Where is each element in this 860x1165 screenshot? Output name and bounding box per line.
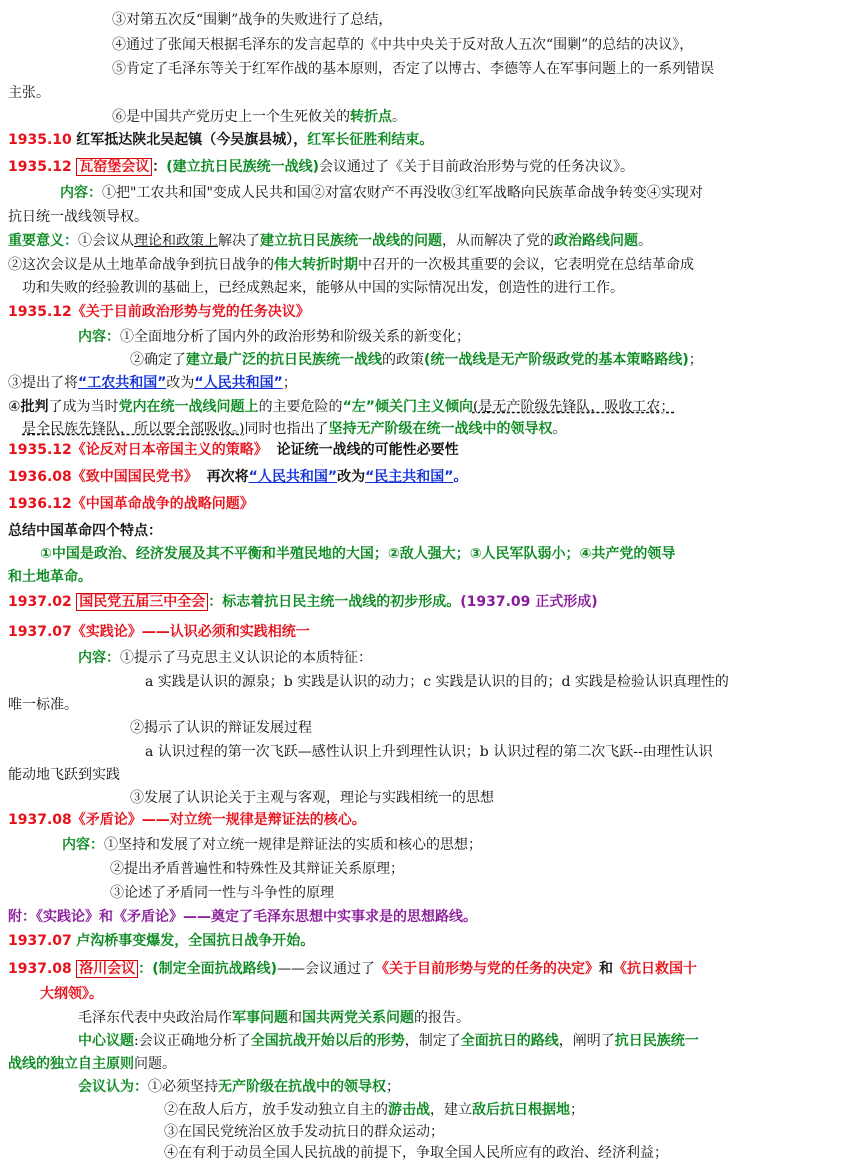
resolution-content-4: ④批判了成为当时党内在统一战线问题上的主要危险的“左”倾关门主义倾向(是无产阶级先锋队，吸收工农； (8, 399, 675, 415)
zunyi-item-3: ③对第五次反“围剿”战争的失败进行了总结， (112, 12, 393, 28)
practice-content-1: 内容：①提示了马克思主义认识论的本质特征： (78, 650, 372, 666)
event-1937-07-lugou: 1937.07 卢沟桥事变爆发，全国抗日战争开始。 (8, 933, 315, 949)
event-1935-12-wayaobao: 1935.12 瓦窑堡会议 ：(建立抗日民族统一战线)会议通过了《关于目前政治形势与党的任务决议》。 (8, 159, 635, 175)
wayaobao-significance-1: 重要意义：①会议从理论和政策上解决了建立抗日民族统一战线的问题，从而解决了党的政治路线问题。 (8, 233, 652, 249)
event-1937-08-luochuan: 1937.08 洛川会议 ：(制定全面抗战路线)——会议通过了《关于目前形势与党的任务的决定》和《抗日救国十 (8, 961, 698, 977)
luochuan-view-3: ③在国民党统治区放手发动抗日的群众运动； (164, 1124, 444, 1140)
resolution-content-2: ②确定了建立最广泛的抗日民族统一战线的政策(统一战线是无产阶级政党的基本策略路线)； (130, 352, 703, 368)
zunyi-item-6: ⑥是中国共产党历史上一个生死攸关的转折点。 (112, 109, 406, 125)
meeting-name: 瓦窑堡会议 (76, 158, 152, 176)
event-date: 1937.08 (8, 812, 72, 828)
appendix-note: 附：《实践论》和《矛盾论》——奠定了毛泽东思想中实事求是的思想路线。 (8, 909, 477, 925)
event-date: 1935.12 (8, 159, 72, 175)
contradiction-content-2: ②提出矛盾普遍性和特殊性及其辩证关系原理； (110, 861, 404, 877)
features-heading: 总结中国革命四个特点： (8, 523, 162, 539)
resolution-content-3: ③提出了将“工农共和国”改为“人民共和国”； (8, 375, 297, 391)
features-line-1: ①中国是政治、经济发展及其不平衡和半殖民地的大国；②敌人强大；③人民军队弱小；④共产党的领导 (40, 546, 676, 562)
event-1936-12: 1936.12《中国革命战争的战略问题》 (8, 496, 254, 512)
practice-content-1b: 唯一标准。 (8, 697, 78, 713)
wayaobao-significance-2: ②这次会议是从土地革命战争到抗日战争的伟大转折时期中召开的一次极其重要的会议，它表明党在总结革命成 (8, 257, 694, 273)
contradiction-content-1: 内容：①坚持和发展了对立统一规律是辩证法的实质和核心的思想； (62, 837, 482, 853)
wayaobao-content-cont: 抗日统一战线领导权。 (8, 209, 148, 225)
zunyi-item-4: ④通过了张闻天根据毛泽东的发言起草的《中共中央关于反对敌人五次“围剿”的总结的决议》， (112, 37, 694, 53)
contradiction-content-3: ③论述了矛盾同一性与斗争性的原理 (110, 885, 334, 901)
resolution-content-1: 内容：①全面地分析了国内外的政治形势和阶级关系的新变化； (78, 329, 470, 345)
luochuan-report: 毛泽东代表中央政治局作军事问题和国共两党关系问题的报告。 (78, 1010, 470, 1026)
wayaobao-significance-2-cont: 功和失败的经验教训的基础上，已经成熟起来，能够从中国的实际情况出发，创造性的进行工作。 (22, 280, 624, 296)
event-date: 1936.12 (8, 496, 72, 512)
event-1937-07-practice: 1937.07《实践论》——认识必须和实践相统一 (8, 624, 310, 640)
event-1937-02: 1937.02 国民党五届三中全会 ：标志着抗日民主统一战线的初步形成。(1937.09 正式形成) (8, 594, 598, 610)
zunyi-item-5: ⑤肯定了毛泽东等关于红军作战的基本原则，否定了以博古、李德等人在军事问题上的一系列错误 (112, 61, 714, 77)
event-date: 1935.10 (8, 132, 72, 148)
event-date: 1936.08 (8, 469, 72, 485)
features-line-2: 和土地革命。 (8, 569, 92, 585)
luochuan-view-4: ④在有利于动员全国人民抗战的前提下，争取全国人民所应有的政治、经济利益； (164, 1145, 668, 1161)
event-date: 1937.07 (8, 933, 72, 949)
luochuan-view-2: ②在敌人后方，放手发动独立自主的游击战，建立敌后抗日根据地； (164, 1102, 584, 1118)
event-1936-08: 1936.08《致中国国民党书》 再次将“人民共和国”改为“民主共和国”。 (8, 469, 468, 485)
practice-content-2: ②揭示了认识的辩证发展过程 (130, 720, 312, 736)
luochuan-central-topic-cont: 战线的独立自主原则问题。 (8, 1056, 176, 1072)
practice-content-2a: a 认识过程的第一次飞跃—感性认识上升到理性认识；b 认识过程的第二次飞跃--由理性认识 (145, 744, 713, 760)
meeting-name: 洛川会议 (76, 960, 138, 978)
event-date: 1937.08 (8, 961, 72, 977)
event-1935-10: 1935.10 红军抵达陕北吴起镇（今吴旗县城），红军长征胜利结束。 (8, 132, 434, 148)
meeting-name: 国民党五届三中全会 (76, 593, 208, 611)
event-date: 1935.12 (8, 304, 72, 320)
event-date: 1937.02 (8, 594, 72, 610)
event-date: 1937.07 (8, 624, 72, 640)
luochuan-central-topic: 中心议题:会议正确地分析了全国抗战开始以后的形势，制定了全面抗日的路线，阐明了抗日民族统一 (78, 1033, 699, 1049)
practice-content-1a: a 实践是认识的源泉；b 实践是认识的动力；c 实践是认识的目的；d 实践是检验认识真理性的 (145, 674, 729, 690)
practice-content-2b: 能动地飞跃到实践 (8, 767, 120, 783)
resolution-content-4-cont: 是全民族先锋队，所以要全部吸收。)同时也指出了坚持无产阶级在统一战线中的领导权。 (22, 421, 567, 437)
luochuan-view-1: 会议认为：①必须坚持无产阶级在抗战中的领导权； (78, 1079, 400, 1095)
practice-content-3: ③发展了认识论关于主观与客观，理论与实践相统一的思想 (130, 790, 494, 806)
wayaobao-content: 内容：①把"工农共和国"变成人民共和国②对富农财产不再没收③红军战略向民族革命战争转变④实现对 (60, 185, 703, 201)
zunyi-item-5-cont: 主张。 (8, 85, 50, 101)
event-1937-08-contradiction: 1937.08《矛盾论》——对立统一规律是辩证法的核心。 (8, 812, 366, 828)
luochuan-doc-cont: 大纲领》。 (40, 986, 103, 1002)
event-1935-12-tactics: 1935.12《论反对日本帝国主义的策略》 论证统一战线的可能性必要性 (8, 442, 459, 458)
event-date: 1935.12 (8, 442, 72, 458)
event-1935-12-resolution: 1935.12《关于目前政治形势与党的任务决议》 (8, 304, 310, 320)
